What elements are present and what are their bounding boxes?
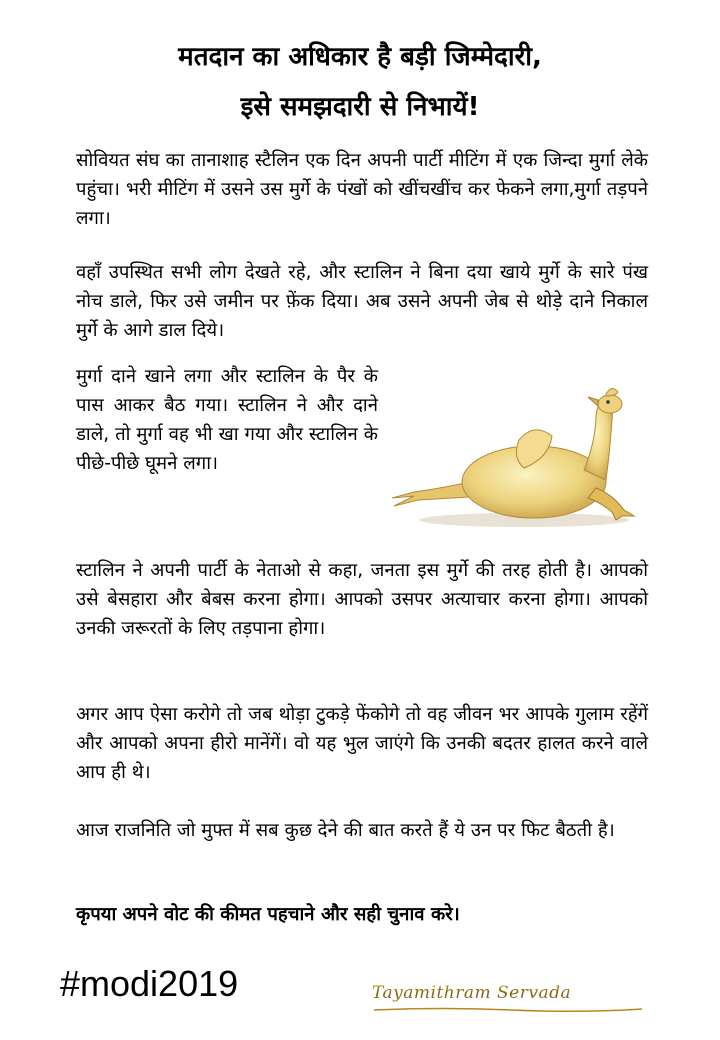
plucked-chicken-image bbox=[384, 370, 646, 530]
paragraph-politics: आज राजनिति जो मुफ्त में सब कुछ देने की बात करते हैं ये उन पर फिट बैठती है। bbox=[76, 820, 615, 841]
paragraph-consequence: अगर आप ऐसा करोगे तो जब थोड़ा टुकड़े फेंकोगे तो वह जीवन भर आपके गुलाम रहेंगें और आपको अपना हीरो मानेंगें। वो यह भुल जाएंगे कि उनकी बदतर हालत करने वाले आप ही थे। bbox=[76, 704, 648, 783]
headline-line-2: इसे समझदारी से निभायें! bbox=[240, 92, 480, 122]
headline-line-1: मतदान का अधिकार है बड़ी जिम्मेदारी, bbox=[178, 42, 542, 72]
paragraph-intro: सोवियत संघ का तानाशाह स्टैलिन एक दिन अपनी पार्टी मीटिंग में एक जिन्दा मुर्गा लेके पहुंचा। भरी मीटिंग में उसने उस मुर्गे के पंखों को खींचखींच कर फेकने लगा,मुर्गा तड़पने लगा। bbox=[76, 150, 648, 229]
paragraph-grains: मुर्गा दाने खाने लगा और स्टालिन के पैर के पास आकर बैठ गया। स्टालिन ने और दाने डाले, तो मुर्गा वह भी खा गया और स्टालिन के पीछे-पीछे घूमने लगा। bbox=[76, 366, 378, 474]
signature: Tayamithram Servada bbox=[372, 983, 642, 1003]
paragraph-plucking: वहाँ उपस्थित सभी लोग देखते रहे, और स्टालिन ने बिना दया खाये मुर्गे के सारे पंख नोच डाले, फिर उसे जमीन पर फ़ेंक दिया। अब उसने अपनी जेब से थोड़े दाने निकाल मुर्गे के आगे डाल दिये। bbox=[76, 262, 648, 341]
signature-flourish bbox=[372, 1006, 644, 1014]
paragraph-lesson: स्टालिन ने अपनी पार्टी के नेताओ से कहा, जनता इस मुर्गे की तरह होती है। आपको उसे बेसहारा और बेबस करना होगा। आपको उसपर अत्याचार करना होगा। आपको उनकी जरूरतों के लिए तड़पाना होगा। bbox=[76, 560, 648, 639]
hashtag: #modi2019 bbox=[60, 963, 239, 1004]
call-to-action: कृपया अपने वोट की कीमत पहचाने और सही चुनाव करे। bbox=[76, 904, 460, 925]
